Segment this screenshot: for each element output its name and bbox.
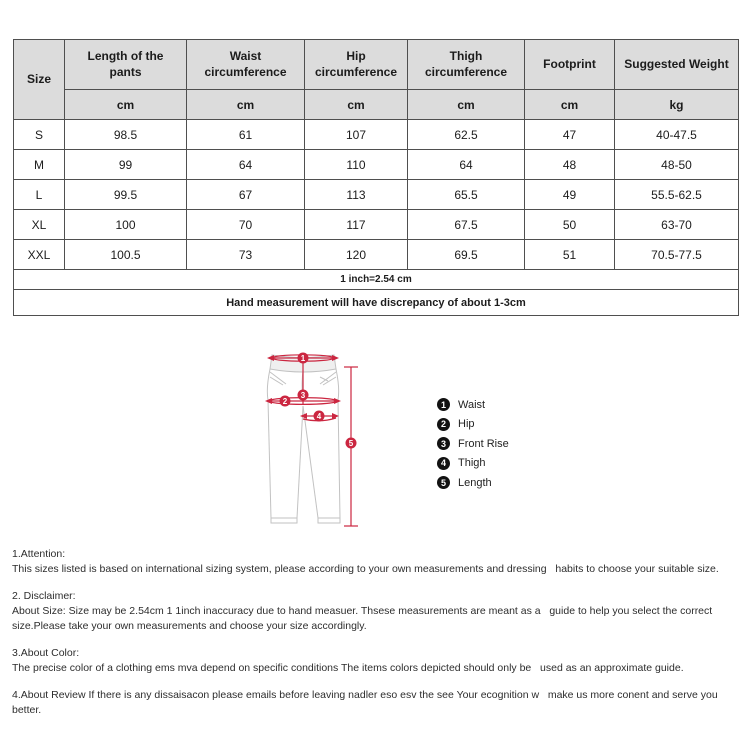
- legend-number-badge: 3: [437, 437, 450, 450]
- measurement-legend: [437, 398, 509, 496]
- cell-length: 99: [65, 150, 187, 180]
- cell-waist: 67: [187, 180, 305, 210]
- legend-item-waist: [437, 398, 509, 411]
- section-about-color: [12, 646, 742, 676]
- thigh-badge: 4: [316, 412, 322, 421]
- section-heading: 2. Disclaimer:: [12, 590, 76, 602]
- hip-badge: 2: [282, 397, 288, 406]
- cell-size: XXL: [14, 240, 65, 270]
- legend-label: Hip: [458, 418, 475, 430]
- section-body: This sizes listed is based on international sizing system, please according to your own measurements and dressing habits to choose your suitable size.: [12, 563, 719, 575]
- waist-badge: 1: [300, 354, 306, 363]
- note-hand-measurement-row: [14, 290, 739, 316]
- cell-weight: 40-47.5: [615, 120, 739, 150]
- column-header-length: Length of the pants: [65, 40, 187, 90]
- legend-item-length: [437, 476, 509, 489]
- legend-number-badge: 4: [437, 457, 450, 470]
- section-about-review: [12, 688, 742, 718]
- unit-hip: cm: [305, 90, 408, 120]
- cell-length: 100.5: [65, 240, 187, 270]
- legend-item-front-rise: [437, 437, 509, 450]
- cell-footprint: 48: [525, 150, 615, 180]
- cell-size: L: [14, 180, 65, 210]
- unit-waist: cm: [187, 90, 305, 120]
- cell-footprint: 50: [525, 210, 615, 240]
- legend-number-badge: 5: [437, 476, 450, 489]
- unit-thigh: cm: [408, 90, 525, 120]
- legend-label: Waist: [458, 398, 486, 411]
- legend-label: Length: [458, 476, 492, 489]
- column-header-hip: Hip circumference: [305, 40, 408, 90]
- section-disclaimer: [12, 589, 742, 634]
- cell-thigh: 62.5: [408, 120, 525, 150]
- cell-waist: 73: [187, 240, 305, 270]
- legend-item-thigh: [437, 457, 509, 470]
- note-inch-conversion-row: [14, 270, 739, 290]
- legend-label: Thigh: [458, 457, 486, 469]
- column-header-footprint: Footprint: [525, 40, 615, 90]
- cell-weight: 63-70: [615, 210, 739, 240]
- column-header-thigh: Thigh circumference: [408, 40, 525, 90]
- cell-length: 99.5: [65, 180, 187, 210]
- info-text: [12, 547, 742, 730]
- section-body: 4.About Review If there is any dissaisacon please emails before leaving nadler eso esv the see Your ecognition w make us more conent and serve you better.: [12, 689, 721, 716]
- legend-label: Front Rise: [458, 437, 509, 450]
- section-body: The precise color of a clothing ems mva depend on specific conditions The items colors depicted should only be used as an approximate guide.: [12, 662, 684, 674]
- unit-footprint: cm: [525, 90, 615, 120]
- cell-hip: 120: [305, 240, 408, 270]
- section-body: About Size: Size may be 2.54cm 1 1inch inaccuracy due to hand measuer. Thsese measurements are meant as a guide to help you select the correct size.Please take your own measurements and choose your size accordingly.: [12, 605, 716, 632]
- cell-thigh: 64: [408, 150, 525, 180]
- cell-size: S: [14, 120, 65, 150]
- note-hand-measurement: Hand measurement will have discrepancy of about 1-3cm: [14, 290, 739, 316]
- section-heading: 1.Attention:: [12, 548, 66, 560]
- cell-waist: 61: [187, 120, 305, 150]
- cell-footprint: 51: [525, 240, 615, 270]
- cell-hip: 107: [305, 120, 408, 150]
- cell-footprint: 49: [525, 180, 615, 210]
- table-row-s: [14, 120, 739, 150]
- cell-hip: 117: [305, 210, 408, 240]
- table-row-l: [14, 180, 739, 210]
- legend-number-badge: 1: [437, 398, 450, 411]
- column-header-size: Size: [14, 40, 65, 120]
- legend-number-badge: 2: [437, 418, 450, 431]
- cell-length: 98.5: [65, 120, 187, 150]
- cell-thigh: 69.5: [408, 240, 525, 270]
- table-row-xxl: [14, 240, 739, 270]
- cell-waist: 64: [187, 150, 305, 180]
- cell-size: XL: [14, 210, 65, 240]
- note-inch-conversion: 1 inch=2.54 cm: [14, 270, 739, 290]
- unit-length: cm: [65, 90, 187, 120]
- cell-weight: 55.5-62.5: [615, 180, 739, 210]
- cell-thigh: 65.5: [408, 180, 525, 210]
- cell-weight: 70.5-77.5: [615, 240, 739, 270]
- section-attention: [12, 547, 742, 577]
- pants-diagram-illustration: [258, 340, 378, 540]
- cell-waist: 70: [187, 210, 305, 240]
- table-row-xl: [14, 210, 739, 240]
- column-header-weight: Suggested Weight: [615, 40, 739, 90]
- section-heading: 3.About Color:: [12, 647, 80, 659]
- length-badge: 5: [348, 439, 354, 448]
- cell-hip: 113: [305, 180, 408, 210]
- cell-hip: 110: [305, 150, 408, 180]
- cell-thigh: 67.5: [408, 210, 525, 240]
- unit-weight: kg: [615, 90, 739, 120]
- measurement-lines: [269, 355, 358, 526]
- column-header-waist: Waist circumference: [187, 40, 305, 90]
- cell-footprint: 47: [525, 120, 615, 150]
- cell-weight: 48-50: [615, 150, 739, 180]
- pants-outline: [267, 355, 340, 523]
- front-rise-badge: 3: [300, 391, 306, 400]
- legend-item-hip: [437, 418, 509, 431]
- cell-length: 100: [65, 210, 187, 240]
- size-table: [13, 39, 739, 316]
- table-row-m: [14, 150, 739, 180]
- cell-size: M: [14, 150, 65, 180]
